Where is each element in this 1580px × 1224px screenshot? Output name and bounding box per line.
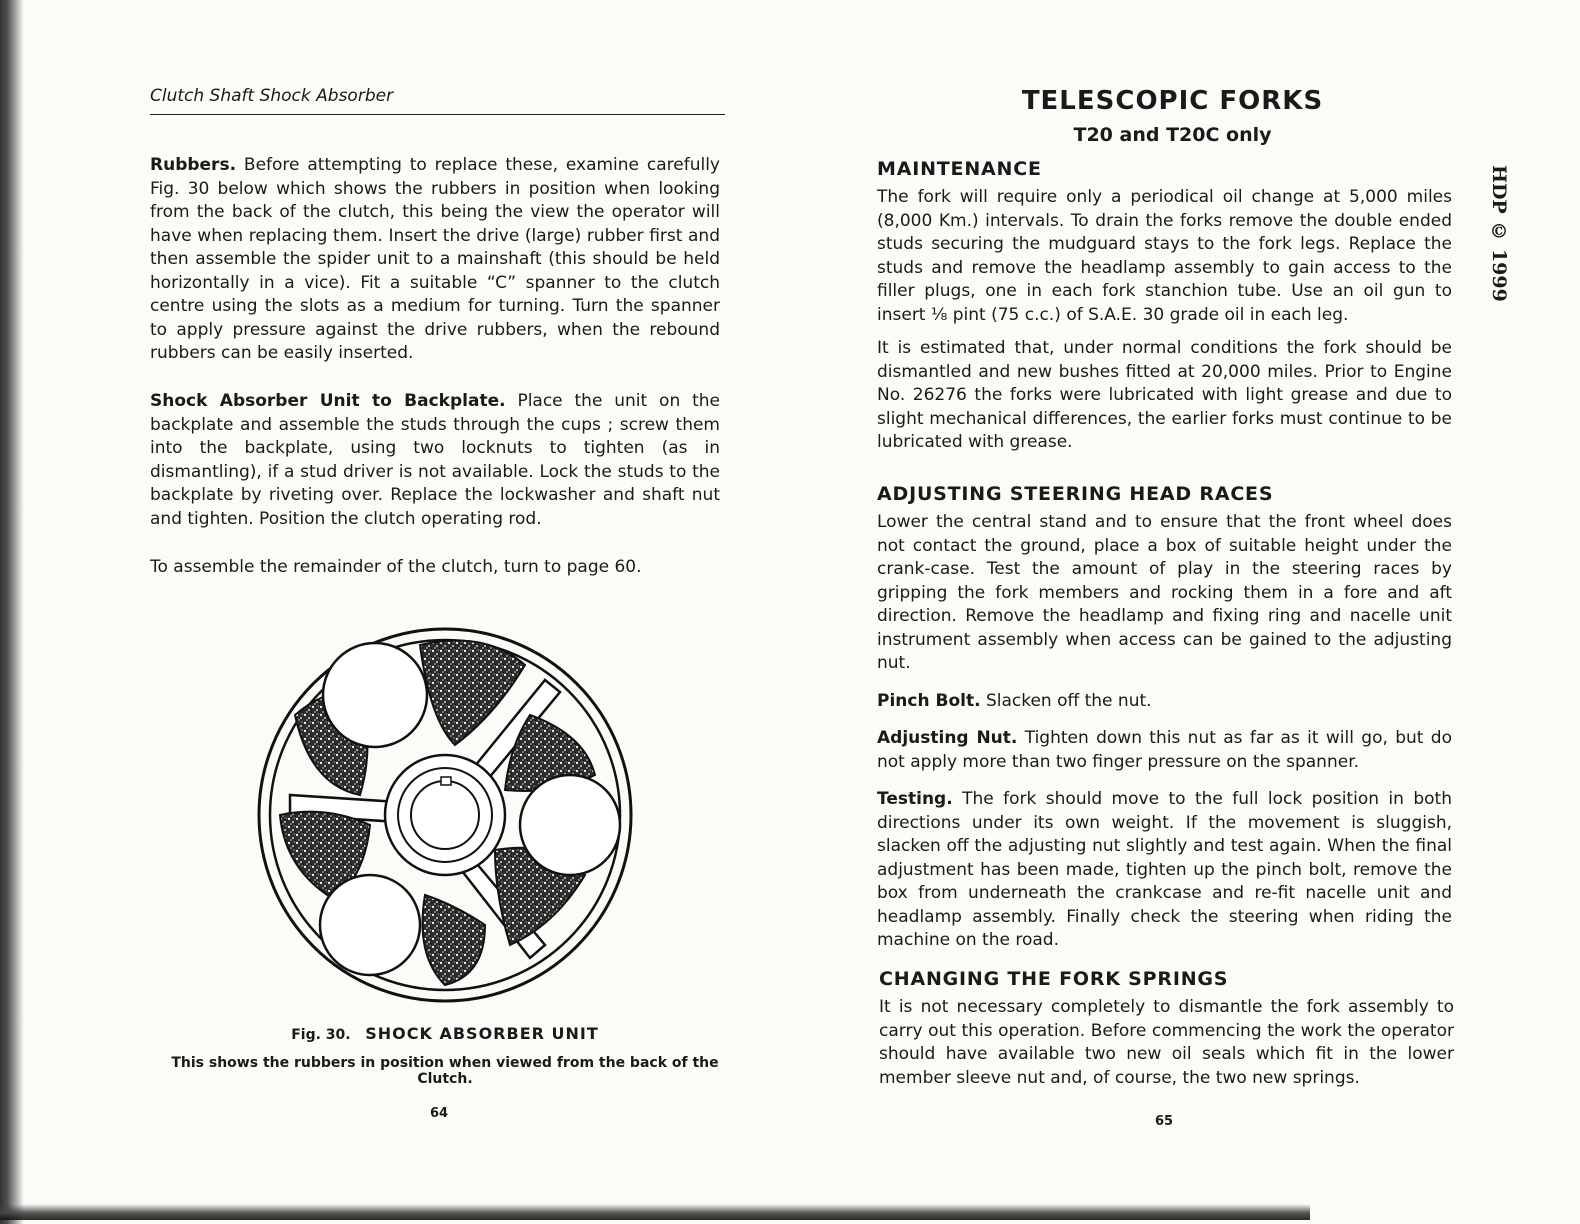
backplate-lead: Shock Absorber Unit to Backplate. — [150, 391, 506, 411]
maintenance-paragraph-2: It is estimated that, under normal conditions the fork should be dismantled and new bushes fitted at 20,000 miles. Prior to Engine No. 26276 the forks were lubricated with light grease and due to slight mechanical differences, the earlier forks must continue to be lubricated with grease. — [877, 338, 1452, 452]
figure-caption — [150, 1024, 740, 1043]
adjusting-paragraph: Lower the central stand and to ensure that the front wheel does not contact the ground, place a box of suitable height under the crank-case. Test the amount of play in the steering races by gripping the fork members and rocking them in a fore and aft direction. Remove the headlamp and fixing ring and nacelle unit instrument assembly when access can be gained to the adjusting nut. — [877, 512, 1452, 673]
maintenance-heading: MAINTENANCE — [877, 158, 1042, 180]
rubbers-lead: Rubbers. — [150, 155, 237, 175]
springs-heading: CHANGING THE FORK SPRINGS — [879, 968, 1229, 990]
rubbers-paragraph — [150, 154, 720, 366]
testing-text: The fork should move to the full lock position in both directions under its own weight. If the movement is sluggish, slacken off the adjusting nut slightly and test again. When the final adjustment has been made, tighten up the pinch bolt, remove the box from underneath the crankcase and re-fit nacelle unit and headlamp assembly. Finally check the steering when riding the machine on the road. — [877, 789, 1452, 950]
maintenance-paragraph-1: The fork will require only a periodical oil change at 5,000 miles (8,000 Km.) intervals. To drain the forks remove the double ended studs securing the mudguard stays to the fork legs. Replace the studs and remove the headlamp assembly to gain access to the filler plugs, one in each fork stanchion tube. Use an oil gun to insert ⅛ pint (75 c.c.) of S.A.E. 30 grade oil in each leg. — [877, 187, 1452, 325]
pinch-bolt-text: Slacken off the nut. — [980, 690, 1152, 711]
backplate-paragraph — [150, 390, 720, 531]
backplate-text: Place the unit on the backplate and assemble the studs through the cups ; screw them into the backplate, using two locknuts to tighten (as in dismantling), if a stud driver is not available. Lock the studs to the backplate by riveting over. Replace the lockwasher and shaft nut and tighten. Position the clutch operating rod. — [150, 391, 720, 529]
page-bottom-edge — [0, 1204, 1310, 1220]
adjusting-nut-paragraph — [877, 727, 1452, 774]
rubbers-text: Before attempting to replace these, examine carefully Fig. 30 below which shows the rubbers in position when looking from the back of the clutch, this being the view the operator will have when replacing them. Insert the drive (large) rubber first and then assemble the spider unit to a mainshaft (this should be held horizontally in a vice). Fit a suitable “C” spanner to the clutch centre using the slots as a medium for turning. Turn the spanner to apply pressure against the drive rubbers, when the rebound rubbers can be easily inserted. — [150, 155, 720, 363]
testing-paragraph — [877, 788, 1452, 953]
page-subtitle: T20 and T20C only — [1073, 124, 1272, 146]
testing-lead: Testing. — [877, 789, 953, 809]
pinch-bolt-lead: Pinch Bolt. — [877, 690, 981, 711]
adjusting-nut-text: Tighten down this nut as far as it will go, but do not apply more than two finger pressure on the spanner. — [877, 728, 1453, 772]
figure-subcaption: This shows the rubbers in position when viewed from the back of the Clutch. — [171, 1055, 719, 1087]
figure-title: SHOCK ABSORBER UNIT — [365, 1024, 599, 1043]
copyright-vertical: HDP © 1999 — [1488, 165, 1510, 302]
left-binding-shadow — [0, 0, 24, 1224]
page-number-right: 65 — [1155, 1114, 1174, 1129]
adjusting-section — [877, 483, 1452, 953]
assemble-remainder-paragraph: To assemble the remainder of the clutch, turn to page 60. — [150, 557, 642, 577]
adjusting-heading: ADJUSTING STEERING HEAD RACES — [877, 483, 1274, 505]
page-title: TELESCOPIC FORKS — [1021, 86, 1324, 116]
springs-paragraph: It is not necessary completely to dismantle the fork assembly to carry out this operation. Before commencing the work the operator should have available two new oil seals which fit in the lower member sleeve nut and, of course, the two new springs. — [879, 997, 1454, 1088]
hub-inner — [411, 781, 479, 849]
shock-absorber-figure — [255, 625, 635, 1005]
shock-absorber-diagram — [255, 625, 635, 1005]
figure-number: Fig. 30. — [291, 1027, 351, 1043]
springs-section — [879, 968, 1454, 1090]
maintenance-section — [877, 158, 1452, 455]
adjusting-nut-lead: Adjusting Nut. — [877, 728, 1018, 748]
running-head: Clutch Shaft Shock Absorber — [150, 86, 725, 115]
hub-keyway — [441, 777, 451, 785]
page-number-left: 64 — [430, 1106, 449, 1121]
pinch-bolt-paragraph — [877, 690, 1452, 714]
